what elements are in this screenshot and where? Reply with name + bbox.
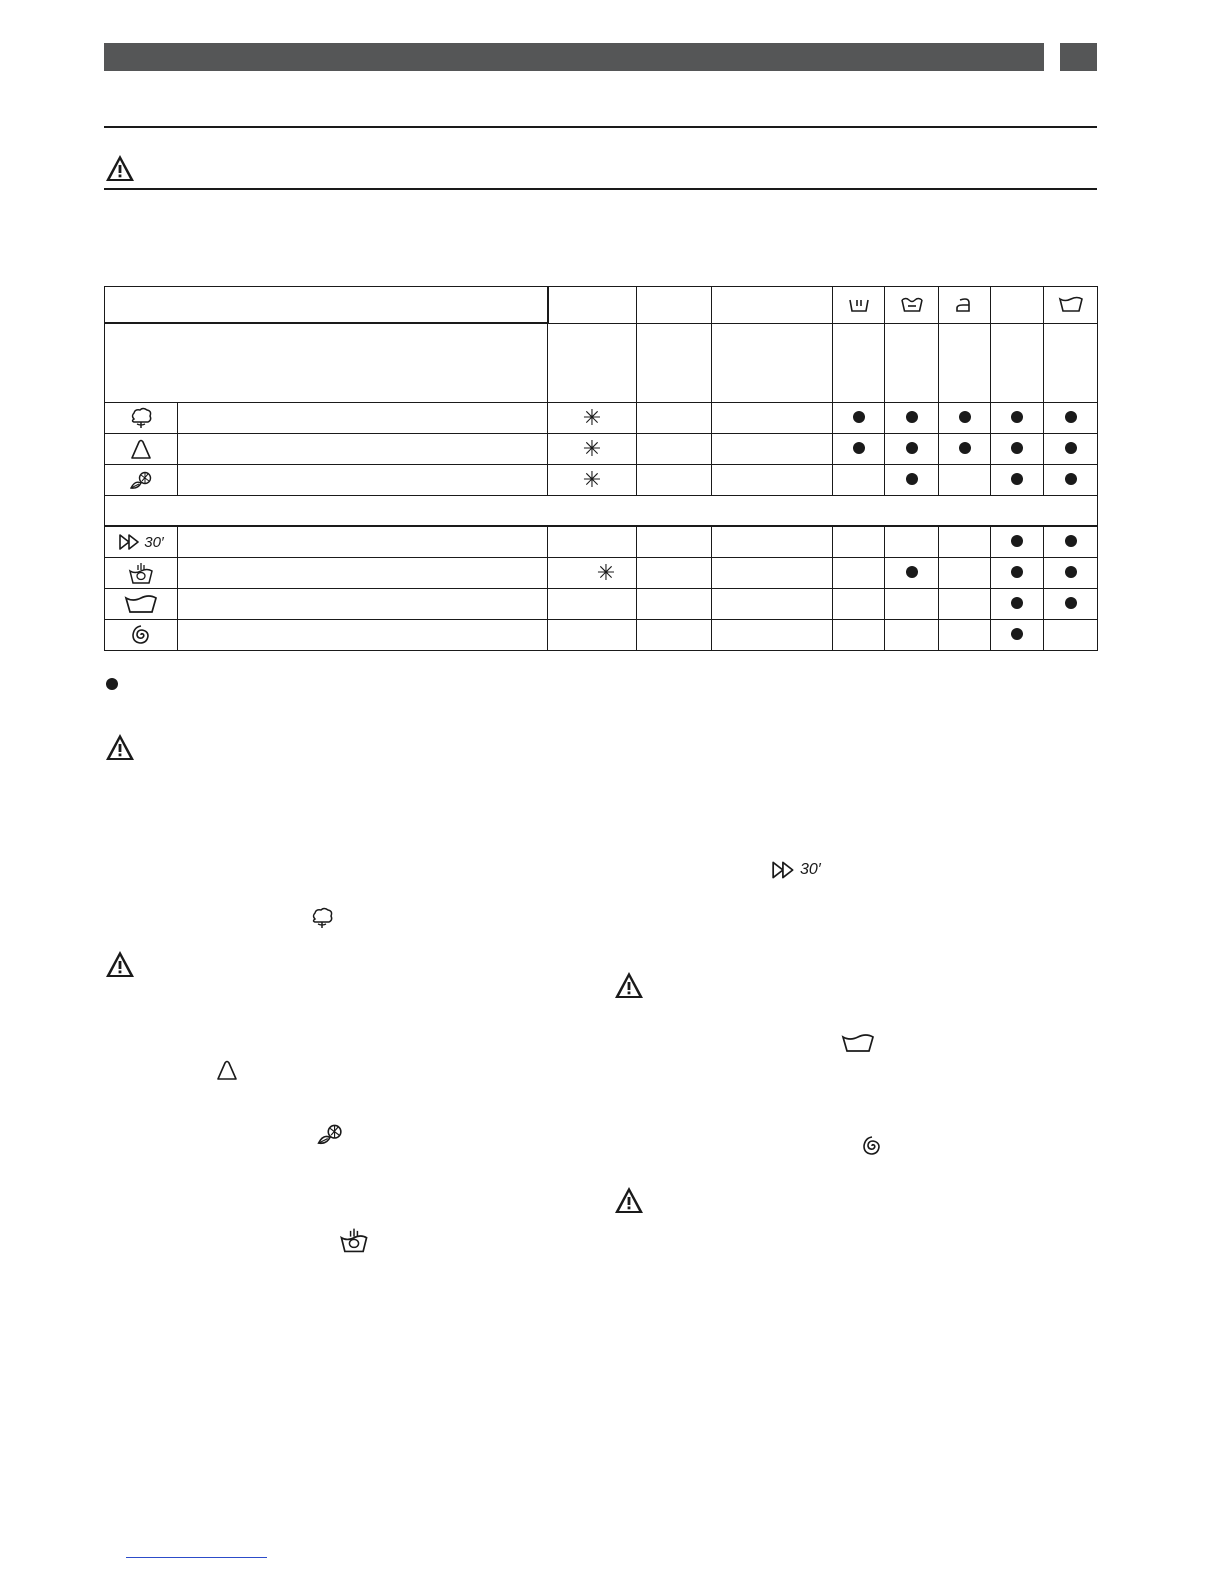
option-cell — [991, 465, 1044, 496]
table-separator-row — [105, 496, 1098, 527]
prewash-cell — [833, 434, 885, 465]
prewash-cell — [833, 620, 885, 651]
prewash-cell — [833, 526, 885, 558]
synthetics-triangle-icon — [213, 1056, 241, 1084]
fast-forward-icon — [771, 860, 797, 880]
rinse-tub-icon — [105, 589, 178, 620]
softener-cell — [939, 558, 991, 589]
filled-dot-icon — [959, 411, 971, 423]
quick-wash-label: 30′ — [800, 861, 821, 878]
subheader-cell — [1044, 323, 1098, 403]
programme-name-cell — [178, 434, 548, 465]
mainwash-cell — [885, 434, 939, 465]
table-row-wool — [105, 465, 1098, 496]
softener-cell — [939, 526, 991, 558]
table-row-spin — [105, 620, 1098, 651]
programme-name-cell — [178, 526, 548, 558]
filled-dot-icon — [1065, 411, 1077, 423]
table-row-cotton — [105, 403, 1098, 434]
filled-dot-icon — [906, 411, 918, 423]
mainwash-cell — [885, 526, 939, 558]
table-row-synthetics — [105, 434, 1098, 465]
mainwash-cell — [885, 589, 939, 620]
option-cell — [991, 558, 1044, 589]
option-cell — [991, 589, 1044, 620]
filled-dot-icon — [1065, 535, 1077, 547]
filled-dot-icon — [1011, 442, 1023, 454]
filled-dot-icon — [853, 442, 865, 454]
softener-cell — [939, 403, 991, 434]
tub-cell — [1044, 434, 1098, 465]
header-prewash-icon — [833, 287, 885, 324]
subheader-cell — [548, 323, 637, 403]
programme-name-cell — [178, 620, 548, 651]
filled-dot-icon — [906, 566, 918, 578]
spin-cell — [637, 434, 712, 465]
spin-cell — [637, 403, 712, 434]
tub-cell — [1044, 558, 1098, 589]
temp-cell — [548, 620, 637, 651]
option-cell — [991, 403, 1044, 434]
subheader-cell — [712, 323, 833, 403]
load-cell — [712, 465, 833, 496]
prewash-cell — [833, 403, 885, 434]
header-cell-blank — [991, 287, 1044, 324]
subheader-cell — [991, 323, 1044, 403]
top-rule — [104, 126, 1097, 128]
mainwash-cell — [885, 558, 939, 589]
option-cell — [991, 434, 1044, 465]
rinse-tub-icon — [841, 1030, 875, 1056]
subheader-cell — [939, 323, 991, 403]
handwash-basin-icon — [105, 558, 178, 589]
tub-cell — [1044, 403, 1098, 434]
header-page-tab — [1060, 43, 1097, 71]
programme-name-cell — [178, 465, 548, 496]
header-bar — [104, 43, 1044, 71]
tub-cell — [1044, 526, 1098, 558]
load-cell — [712, 620, 833, 651]
softener-cell — [939, 620, 991, 651]
header-mainwash-icon — [885, 287, 939, 324]
filled-dot-icon — [906, 473, 918, 485]
quick-wash-icon — [771, 860, 821, 880]
temp-cell — [548, 589, 637, 620]
fast-forward-icon — [118, 533, 142, 551]
quick-wash-icon — [105, 526, 178, 558]
spin-cell — [637, 589, 712, 620]
prewash-cell — [833, 558, 885, 589]
softener-cell — [939, 589, 991, 620]
separator-cell — [105, 496, 1098, 527]
warning-triangle-icon — [613, 1184, 645, 1216]
snowflake-icon: ✳ — [548, 434, 637, 465]
snowflake-icon: ✳ — [548, 403, 637, 434]
load-cell — [712, 434, 833, 465]
softener-cell — [939, 434, 991, 465]
filled-dot-icon — [1065, 597, 1077, 609]
footer-link-underline[interactable] — [126, 1557, 267, 1558]
snowflake-icon: ✳ — [548, 465, 637, 496]
table-row-rinse — [105, 589, 1098, 620]
spin-cell — [637, 465, 712, 496]
mainwash-cell — [885, 620, 939, 651]
warning-triangle-icon — [104, 731, 136, 763]
spin-spiral-icon — [858, 1132, 886, 1160]
cotton-flower-icon — [308, 905, 336, 931]
prewash-cell — [833, 589, 885, 620]
option-cell — [991, 526, 1044, 558]
subheader-cell — [637, 323, 712, 403]
header-programme-cell — [105, 287, 548, 324]
load-cell — [712, 558, 833, 589]
legend-dot-icon — [106, 678, 118, 690]
programme-name-cell — [178, 403, 548, 434]
filled-dot-icon — [1065, 442, 1077, 454]
subheader-cell — [833, 323, 885, 403]
programme-table — [104, 286, 1098, 651]
header-cell-temp — [548, 287, 637, 324]
temp-cell — [548, 526, 637, 558]
header-softener-icon — [939, 287, 991, 324]
warning-triangle-icon — [104, 948, 136, 980]
load-cell — [712, 526, 833, 558]
filled-dot-icon — [1011, 473, 1023, 485]
cotton-flower-icon — [105, 403, 178, 434]
subheader-cell — [105, 323, 548, 403]
synthetics-triangle-icon — [105, 434, 178, 465]
mainwash-cell — [885, 403, 939, 434]
table-row-handwash — [105, 558, 1098, 589]
wool-yarn-icon — [105, 465, 178, 496]
spin-cell — [637, 558, 712, 589]
option-cell — [991, 620, 1044, 651]
header-tub-icon — [1044, 287, 1098, 324]
subheader-cell — [885, 323, 939, 403]
filled-dot-icon — [906, 442, 918, 454]
load-cell — [712, 403, 833, 434]
mainwash-cell — [885, 465, 939, 496]
programme-name-cell — [178, 558, 548, 589]
header-cell-load — [712, 287, 833, 324]
snowflake-icon: ✳ — [548, 558, 637, 589]
warning-triangle-icon — [613, 969, 645, 1001]
filled-dot-icon — [1011, 566, 1023, 578]
spin-cell — [637, 620, 712, 651]
filled-dot-icon — [853, 411, 865, 423]
table-subheader-row — [105, 323, 1098, 403]
warning-triangle-icon — [104, 152, 136, 184]
prewash-cell — [833, 465, 885, 496]
header-cell-spin — [637, 287, 712, 324]
spin-cell — [637, 526, 712, 558]
handwash-basin-icon — [338, 1226, 370, 1254]
quick-wash-label: 30′ — [144, 533, 164, 551]
filled-dot-icon — [959, 442, 971, 454]
table-header-row — [105, 287, 1098, 324]
tub-cell — [1044, 620, 1098, 651]
filled-dot-icon — [1011, 628, 1023, 640]
filled-dot-icon — [1011, 597, 1023, 609]
filled-dot-icon — [1011, 411, 1023, 423]
filled-dot-icon — [1011, 535, 1023, 547]
programme-name-cell — [178, 589, 548, 620]
load-cell — [712, 589, 833, 620]
spin-spiral-icon — [105, 620, 178, 651]
tub-cell — [1044, 465, 1098, 496]
filled-dot-icon — [1065, 566, 1077, 578]
filled-dot-icon — [1065, 473, 1077, 485]
tub-cell — [1044, 589, 1098, 620]
wool-yarn-icon — [314, 1120, 346, 1148]
softener-cell — [939, 465, 991, 496]
warning-rule — [104, 188, 1097, 190]
table-row-quick — [105, 526, 1098, 558]
